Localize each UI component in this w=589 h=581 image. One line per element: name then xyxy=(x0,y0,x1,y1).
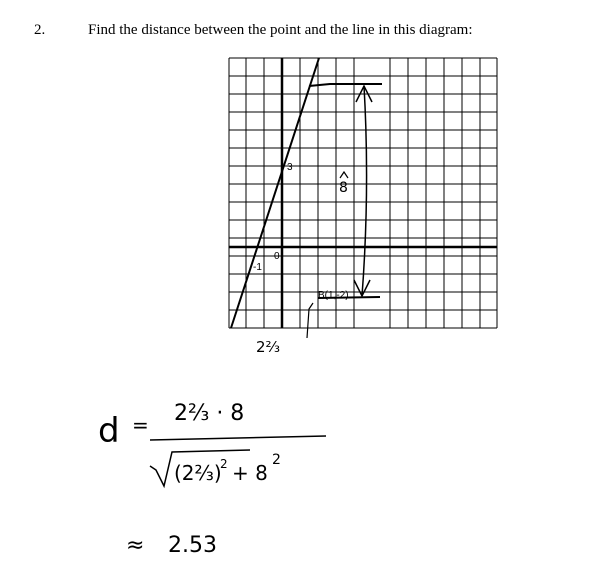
horizontal-distance-label: 2⅔ xyxy=(256,338,281,356)
question-text: Find the distance between the point and the line in this diagram: xyxy=(88,22,473,38)
denominator-exponent-2: 2 xyxy=(272,452,281,468)
equals-sign: = xyxy=(132,413,149,437)
given-line xyxy=(231,58,319,328)
vertical-arrow-line xyxy=(362,86,367,296)
fraction-bar xyxy=(150,436,326,440)
x-intercept-label: -1 xyxy=(253,262,262,273)
approx-sign: ≈ xyxy=(126,533,145,558)
point-b-label: B(1,-2) xyxy=(318,290,349,301)
numerator: 2⅔ · 8 xyxy=(174,401,245,426)
denominator-plus: + 8 xyxy=(232,461,268,485)
y-intercept-label: 3 xyxy=(287,162,293,173)
vertical-distance-up-mark xyxy=(340,172,348,178)
top-horizontal-stroke xyxy=(309,84,382,86)
denominator-exponent: 2 xyxy=(220,457,228,471)
vertical-distance-label: 8 xyxy=(339,180,348,196)
point-b-tick xyxy=(307,303,313,338)
origin-label: 0 xyxy=(274,251,280,262)
denominator-base: (2⅔) xyxy=(174,461,222,485)
result-value: 2.53 xyxy=(168,533,217,558)
d-label: d xyxy=(98,411,120,451)
question-number: 2. xyxy=(34,22,46,38)
